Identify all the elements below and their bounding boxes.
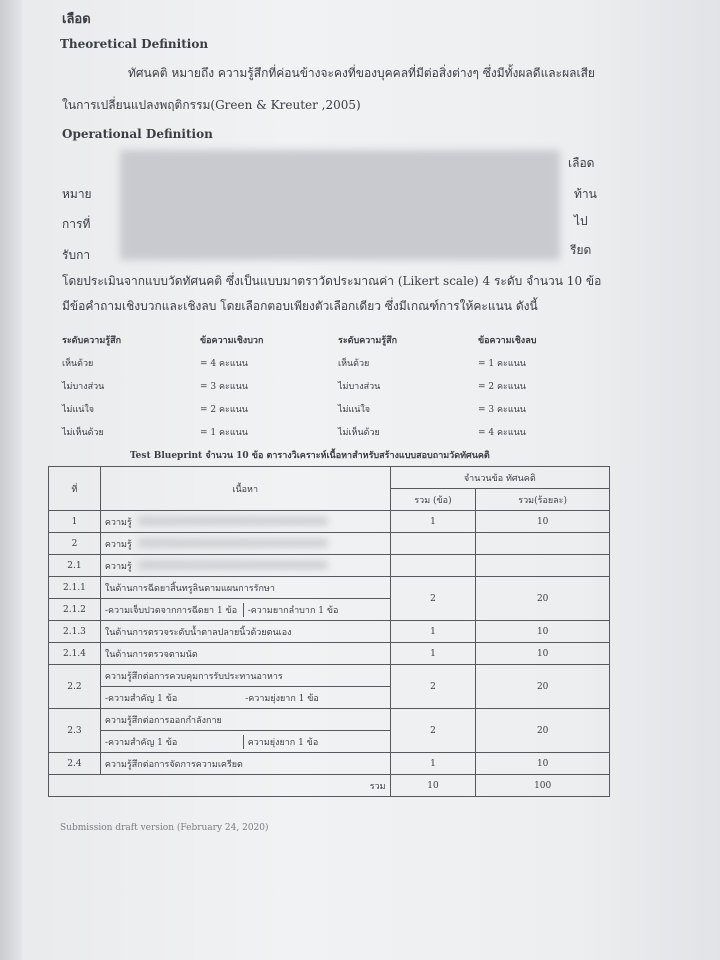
redacted-block [120, 150, 560, 260]
scale-header-positive: ข้อความเชิงบวก [200, 336, 264, 346]
scale-row-1-level: เห็นด้วย [62, 359, 94, 369]
scale-row-3-neg: = 3 คะแนน [478, 405, 526, 415]
table-row: -ความสำคัญ 1 ข้อ ความยุ่งยาก 1 ข้อ [49, 731, 610, 753]
redacted-fragment-right-2: ท้าน [574, 187, 597, 201]
theoretical-heading: Theoretical Definition [60, 37, 209, 51]
table-row: 2.1.4 ในด้านการตรวจตามนัด 1 10 [49, 643, 610, 665]
scale-row-3-level-neg: ไม่แน่ใจ [338, 405, 371, 415]
scale-row-1-level-neg: เห็นด้วย [338, 359, 370, 369]
redacted-fragment-left-2: การที่ [62, 217, 91, 231]
scale-row-4-level-neg: ไม่เห็นด้วย [338, 428, 380, 438]
scale-row-2-pos: = 3 คะแนน [200, 382, 248, 392]
scale-row-1-neg: = 1 คะแนน [478, 359, 526, 369]
table-row: 2.2 ความรู้สึกต่อการควบคุมการรับประทานอาหาร 2 20 [49, 665, 610, 687]
redacted-fragment-right-1: เลือด [568, 156, 595, 170]
theoretical-line-1: ทัศนคติ หมายถึง ความรู้สึกที่ค่อนข้างจะคงที่ของบุคคลที่มีต่อสิ่งต่างๆ ซึ่งมีทั้งผลดีและผลเสีย [128, 66, 595, 80]
scale-row-2-neg: = 2 คะแนน [478, 382, 526, 392]
table-row: 2.1.2 -ความเจ็บปวดจากการฉีดยา 1 ข้อ -ความยากลำบาก 1 ข้อ [49, 599, 610, 621]
scale-row-3-level: ไม่แน่ใจ [62, 405, 95, 415]
table-row: 2.4 ความรู้สึกต่อการจัดการความเครียด 1 10 [49, 753, 610, 775]
page-top-word: เลือด [62, 12, 91, 27]
scale-header-level-neg: ระดับความรู้สึก [338, 336, 398, 346]
footer-version: Submission draft version (February 24, 2020) [60, 823, 269, 833]
scale-header-negative: ข้อความเชิงลบ [478, 336, 537, 346]
scale-row-1-pos: = 4 คะแนน [200, 359, 248, 369]
header-total-percent: รวม(ร้อยละ) [476, 489, 610, 511]
scale-row-4-level: ไม่เห็นด้วย [62, 428, 104, 438]
scale-row-3-pos: = 2 คะแนน [200, 405, 248, 415]
header-content: เนื้อหา [100, 467, 390, 511]
header-no: ที่ [49, 467, 101, 511]
table-row: 2.3 ความรู้สึกต่อการออกกำลังกาย 2 20 [49, 709, 610, 731]
table-row: 2 ความรู้ [49, 533, 610, 555]
redacted-fragment-left-1: หมาย [62, 187, 92, 201]
scale-row-4-pos: = 1 คะแนน [200, 428, 248, 438]
operational-line-2: มีข้อคำถามเชิงบวกและเชิงลบ โดยเลือกตอบเพียงตัวเลือกเดียว ซึ่งมีเกณฑ์การให้คะแนน ดังนี้ [62, 299, 538, 313]
scale-row-2-level-neg: ไม่บางส่วน [338, 382, 381, 392]
theoretical-line-2: ในการเปลี่ยนแปลงพฤติกรรม(Green & Kreuter ,2005) [62, 98, 361, 112]
header-total-items: รวม (ข้อ) [390, 489, 476, 511]
table-total-row: รวม 10 100 [49, 775, 610, 797]
redacted-fragment-left-3: รับกา [62, 248, 91, 262]
scale-row-2-level: ไม่บางส่วน [62, 382, 105, 392]
page-shadow [0, 0, 22, 960]
header-items: จำนวนข้อ ทัศนคติ [390, 467, 609, 489]
scale-header-level-pos: ระดับความรู้สึก [62, 336, 122, 346]
redacted-fragment-right-3: ไป [574, 214, 588, 228]
table-row: -ความสำคัญ 1 ข้อ -ความยุ่งยาก 1 ข้อ [49, 687, 610, 709]
blueprint-table [48, 466, 610, 797]
blueprint-title: Test Blueprint จำนวน 10 ข้อ ตารางวิเคราะห์เนื้อหาสำหรับสร้างแบบสอบถามวัดทัศนคติ [130, 451, 490, 461]
table-row: 2.1.3 ในด้านการตรวจระดับน้ำตาลปลายนิ้วด้วยตนเอง 1 10 [49, 621, 610, 643]
table-row: 2.1.1 ในด้านการฉีดยาสิ้นทรูลินตามแผนการรักษา 2 20 [49, 577, 610, 599]
table-row: 2.1 ความรู้ [49, 555, 610, 577]
operational-heading: Operational Definition [62, 127, 213, 141]
table-row: 1 ความรู้ 1 10 [49, 511, 610, 533]
scale-row-4-neg: = 4 คะแนน [478, 428, 526, 438]
operational-line-1: โดยประเมินจากแบบวัดทัศนคติ ซึ่งเป็นแบบมาตราวัดประมาณค่า (Likert scale) 4 ระดับ จำนวน 10 ข้อ [62, 274, 602, 288]
redacted-fragment-right-4: รียด [570, 243, 592, 257]
